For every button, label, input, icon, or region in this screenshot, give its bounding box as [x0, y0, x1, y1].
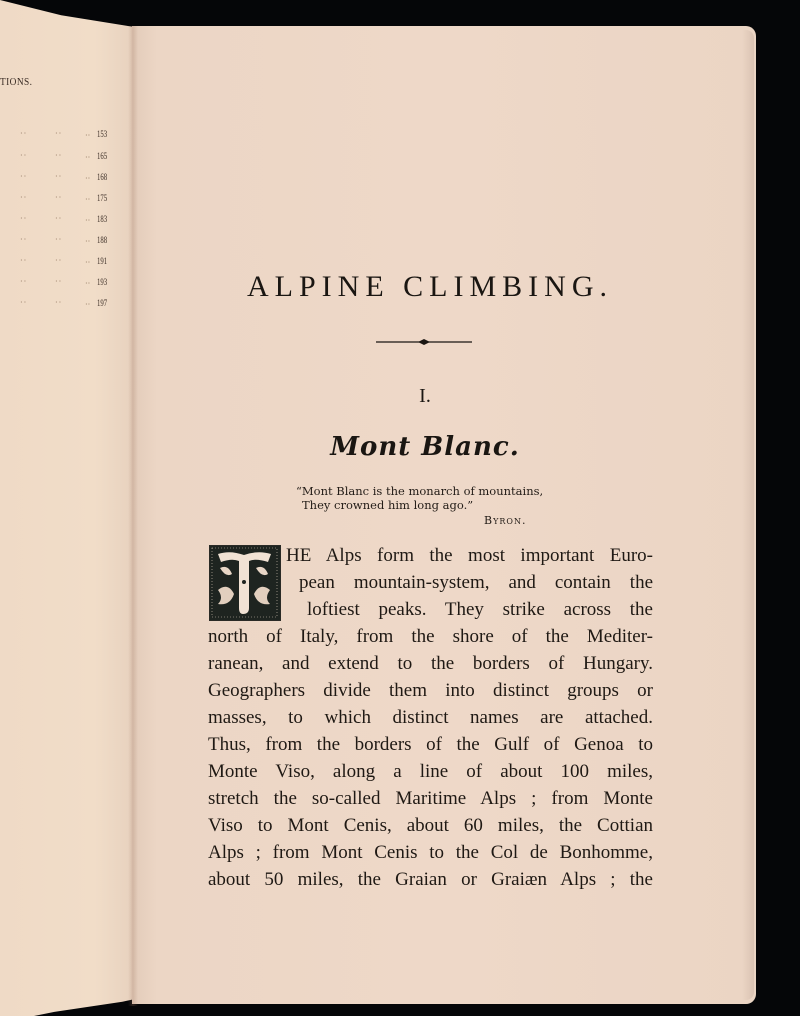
- toc-row: ·· ·· ·· 175: [20, 193, 108, 204]
- body-text-line: stretch the so-called Maritime Alps ; from Monte: [208, 788, 653, 809]
- toc-page-number: 193: [97, 277, 108, 287]
- toc-row: ·· ·· ·· 165: [20, 151, 108, 162]
- epigraph-attribution: Byron.: [484, 514, 527, 527]
- drop-cap-t-icon: [210, 546, 279, 619]
- toc-row: ·· ·· ·· 193: [20, 277, 108, 288]
- body-text-line: about 50 miles, the Graian or Graiæn Alps ; the: [208, 869, 653, 890]
- body-text-line: ranean, and extend to the borders of Hungary.: [208, 653, 653, 674]
- chapter-title: Mont Blanc.: [330, 432, 520, 462]
- toc-row: ·· ·· ·· 183: [20, 214, 108, 225]
- toc-row: ·· ·· ·· 197: [20, 298, 108, 309]
- body-text-line: north of Italy, from the shore of the Mediter-: [208, 626, 653, 647]
- ornament-rule-icon: [376, 338, 472, 346]
- body-text-line: Thus, from the borders of the Gulf of Genoa to: [208, 734, 653, 755]
- toc-row: ·· ·· ·· 153: [20, 129, 108, 140]
- page-edge-shadow: [742, 30, 754, 1000]
- toc-page-number: 188: [97, 235, 108, 245]
- epigraph: [296, 484, 544, 527]
- toc-row: ·· ·· ·· 188: [20, 235, 108, 246]
- body-text-line: loftiest peaks. They strike across the: [307, 599, 653, 620]
- epigraph-line: They crowned him long ago.”: [302, 498, 474, 512]
- body-text-line: Geographers divide them into distinct groups or: [208, 680, 653, 701]
- body-text-line: HE Alps form the most important Euro-: [286, 545, 653, 566]
- epigraph-line: “Mont Blanc is the monarch of mountains,: [296, 484, 544, 498]
- body-text-line: pean mountain-system, and contain the: [299, 572, 653, 593]
- toc-row: ·· ·· ·· 191: [20, 256, 108, 267]
- body-text-line: masses, to which distinct names are attached.: [208, 707, 653, 728]
- toc-page-number: 153: [97, 129, 108, 139]
- toc-page-number: 168: [97, 172, 108, 182]
- toc-page-number: 175: [97, 193, 108, 203]
- body-text-line: Monte Viso, along a line of about 100 miles,: [208, 761, 653, 782]
- drop-cap-ornament: [209, 545, 281, 621]
- toc-page-number: 197: [97, 298, 108, 308]
- toc-row: ·· ·· ·· 168: [20, 172, 108, 183]
- running-header: TIONS.: [0, 76, 33, 88]
- body-text-line: Viso to Mont Cenis, about 60 miles, the Cottian: [208, 815, 653, 836]
- chapter-number: I.: [419, 385, 431, 407]
- toc-page-number: 191: [97, 256, 108, 266]
- toc-page-number: 183: [97, 214, 108, 224]
- body-text-line: Alps ; from Mont Cenis to the Col de Bonhomme,: [208, 842, 653, 863]
- book-title: ALPINE CLIMBING.: [247, 270, 613, 303]
- toc-page-number: 165: [97, 151, 108, 161]
- book-gutter: [128, 26, 138, 1006]
